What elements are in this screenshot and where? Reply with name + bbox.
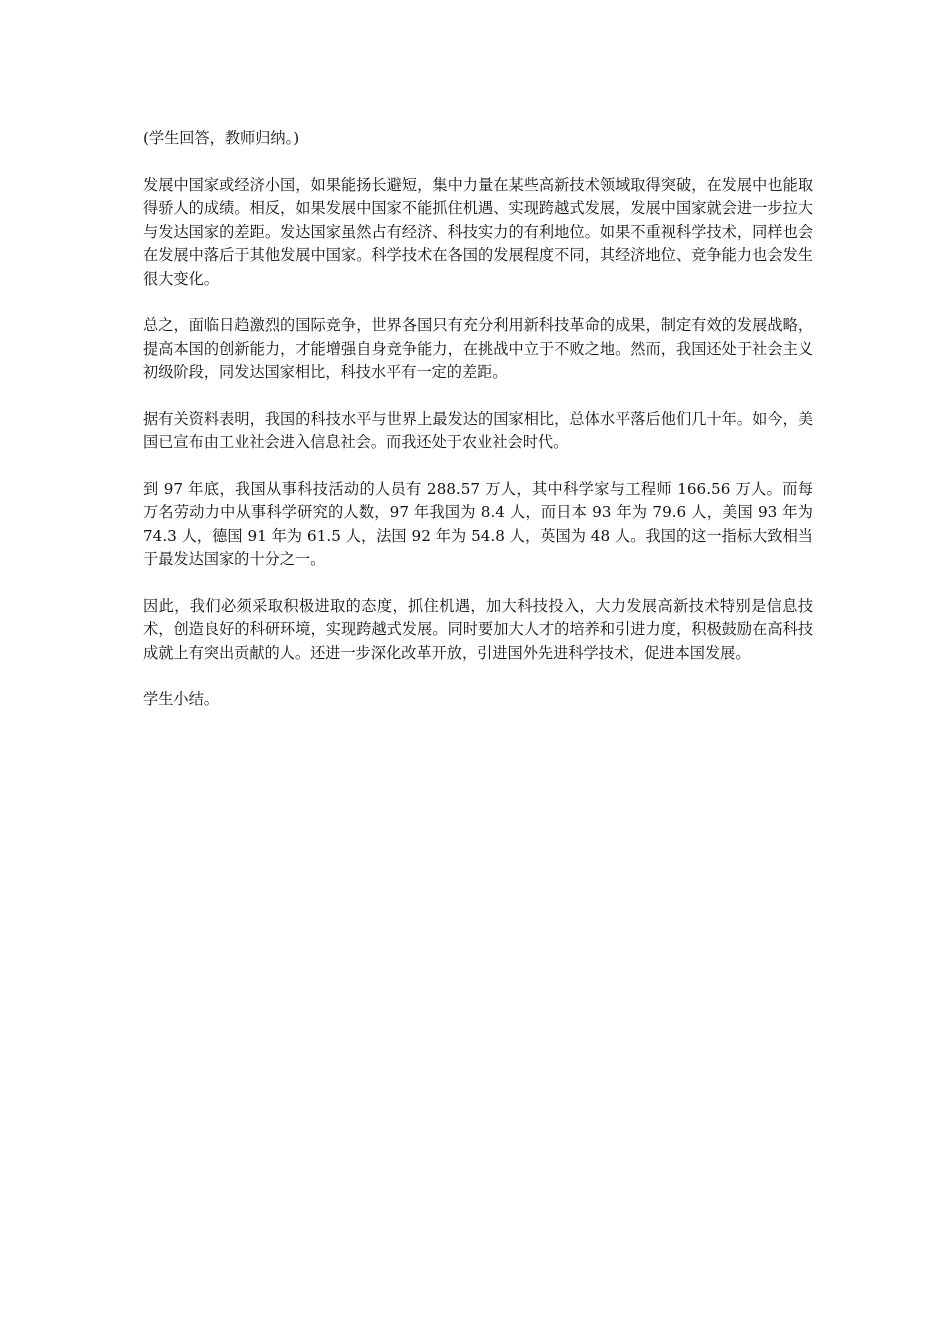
paragraph-student-summary: 学生小结。	[143, 690, 219, 708]
paragraph-developing-countries: 发展中国家或经济小国，如果能扬长避短，集中力量在某些高新技术领域取得突破，在发展中也能取得骄人的成绩。相反，如果发展中国家不能抓住机遇、实现跨越式发展，发展中国家就会进一步拉大与发达国家的差距。发达国家虽然占有经济、科技实力的有利地位。如果不重视科学技术，同样也会在发展中落后于其他发展中国家。科学技术在各国的发展程度不同，其经济地位、竞争能力也会发生很大变化。	[143, 175, 813, 288]
paragraph-international-competition: 总之，面临日趋激烈的国际竞争，世界各国只有充分利用新科技革命的成果，制定有效的发展战略，提高本国的创新能力，才能增强自身竞争能力，在挑战中立于不败之地。然而，我国还处于社会主义初级阶段，同发达国家相比，科技水平有一定的差距。	[143, 316, 813, 381]
paragraph-conclusion: 因此，我们必须采取积极进取的态度，抓住机遇，加大科技投入，大力发展高新技术特别是信息技术，创造良好的科研环境，实现跨越式发展。同时要加大人才的培养和引进力度，积极鼓励在高科技成就上有突出贡献的人。还进一步深化改革开放，引进国外先进科学技术，促进本国发展。	[143, 596, 813, 662]
document-page	[143, 127, 813, 735]
paragraph-technology-gap: 据有关资料表明，我国的科技水平与世界上最发达的国家相比，总体水平落后他们几十年。如今，美国已宣布由工业社会进入信息社会。而我还处于农业社会时代。	[143, 409, 813, 451]
paragraph-student-answer: (学生回答，教师归纳。)	[143, 129, 300, 147]
paragraph-statistics: 到 97 年底，我国从事科技活动的人员有 288.57 万人，其中科学家与工程师 166.56 万人。而每万名劳动力中从事科学研究的人数，97 年我国为 8.4 人，而日本 93 年为 79.6 人，美国 93 年为 74.3 人，德国 91 年为 61.5 人，法国 92 年为 54.8 人，英国为 48 人。我国的这一指标大致相当于最发达国家的十分之一。	[143, 479, 813, 568]
